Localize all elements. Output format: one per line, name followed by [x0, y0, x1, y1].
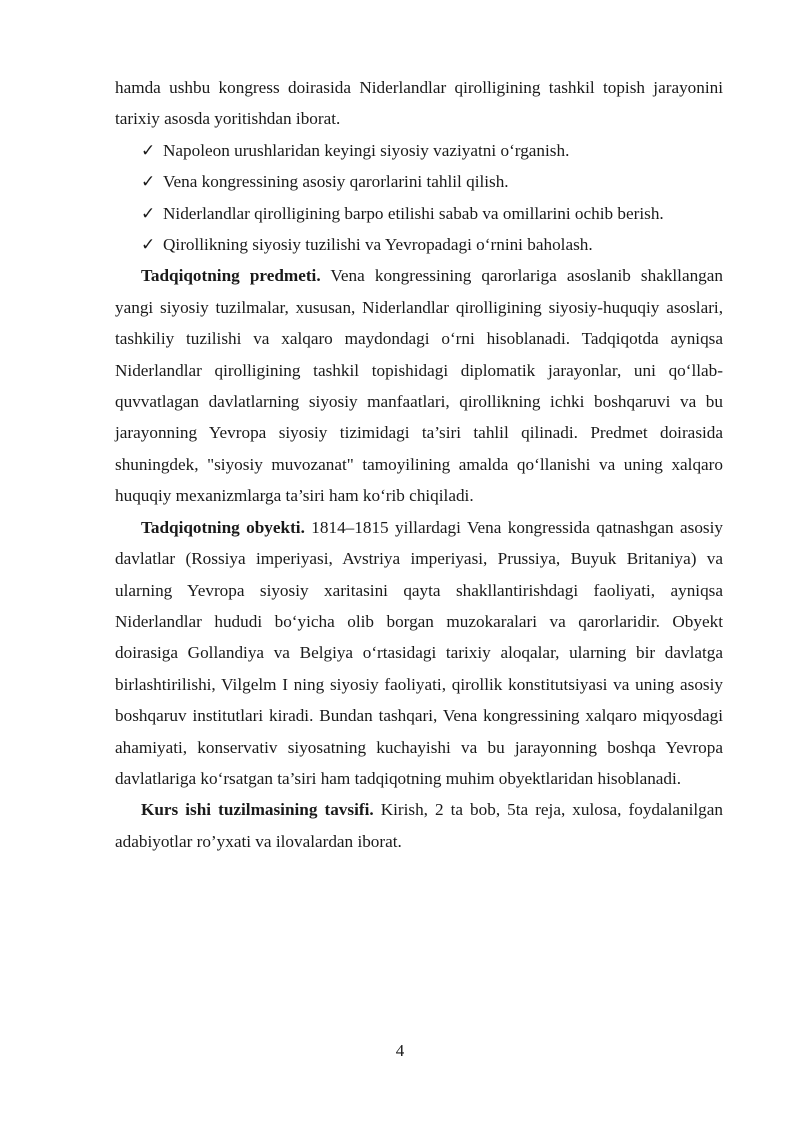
tuzilma-label: Kurs ishi tuzilmasining tavsifi.	[141, 800, 374, 820]
tasks-list	[115, 135, 723, 261]
predmet-text: Vena kongressining qarorlariga asoslanib shakllangan yangi siyosiy tuzilmalar, xususan, Niderlandlar qirolligining siyosiy-huquqiy asoslari, tashkiliy tuzilishi va xalqaro maydondagi o‘rni hisoblanadi. Tadqiqotda ayniqsa Niderlandlar qirolligining tashkil topishidagi diplomatik jarayonlar, uni qo‘llab-quvvatlagan davlatlarning siyosiy manfaatlari, qirollikning ichki boshqaruvi va bu jarayonning Yevropa siyosiy tizimidagi ta’siri tahlil qilinadi. Predmet doirasida shuningdek, "siyosiy muvozanat" tamoyilining amalda qo‘llanishi va uning xalqaro huquqiy mexanizmlarga ta’siri ham ko‘rib chiqiladi.	[115, 266, 724, 506]
task-text: Niderlandlar qirolligining barpo etilishi sabab va omillarini ochib berish.	[163, 203, 664, 223]
task-text: Vena kongressining asosiy qarorlarini tahlil qilish.	[163, 172, 509, 192]
list-item	[115, 135, 723, 166]
checkmark-icon: ✓	[141, 235, 156, 255]
page-number: 4	[395, 1041, 405, 1060]
obyekt-paragraph	[115, 512, 723, 795]
document-page	[115, 72, 723, 857]
list-item	[115, 166, 723, 197]
intro-paragraph: hamda ushbu kongress doirasida Niderlandlar qirolligining tashkil topish jarayonini tarixiy asosda yoritishdan iborat.	[115, 78, 723, 129]
checkmark-icon: ✓	[141, 172, 156, 192]
list-item	[115, 229, 723, 260]
obyekt-label: Tadqiqotning obyekti.	[141, 517, 305, 537]
list-item	[115, 198, 723, 229]
obyekt-text: 1814–1815 yillardagi Vena kongressida qatnashgan asosiy davlatlar (Rossiya imperiyasi, Avstriya imperiyasi, Prussiya, Buyuk Britaniya) va ularning Yevropa siyosiy xaritasini qayta shakllantirishdagi faoliyati, ayniqsa Niderlandlar hududi bo‘yicha olib borgan muzokaralari va qarorlaridir. Obyekt doirasiga Gollandiya va Belgiya o‘rtasidagi tarixiy aloqalar, ularning bir davlatga birlashtirilishi, Vilgelm I ning siyosiy faoliyati, qirollik konstitutsiyasi va uning asosiy boshqaruv institutlari kiradi. Bundan tashqari, Vena kongressining xalqaro miqyosdagi ahamiyati, konservativ siyosatning kuchayishi va bu jarayonning boshqa Yevropa davlatlariga ko‘rsatgan ta’siri ham tadqiqotning muhim obyektlaridan hisoblanadi.	[115, 517, 723, 788]
tuzilma-text: Kirish, 2 ta bob, 5ta reja, xulosa, foydalanilgan adabiyotlar ro’yxati va ilovalardan iborat.	[115, 800, 724, 851]
predmet-label: Tadqiqotning predmeti.	[141, 266, 321, 286]
tuzilma-paragraph	[115, 794, 723, 857]
task-text: Qirollikning siyosiy tuzilishi va Yevropadagi o‘rnini baholash.	[163, 235, 593, 255]
checkmark-icon: ✓	[141, 203, 156, 223]
checkmark-icon: ✓	[141, 140, 156, 160]
predmet-paragraph	[115, 260, 723, 511]
task-text: Napoleon urushlaridan keyingi siyosiy vaziyatni o‘rganish.	[163, 140, 570, 160]
